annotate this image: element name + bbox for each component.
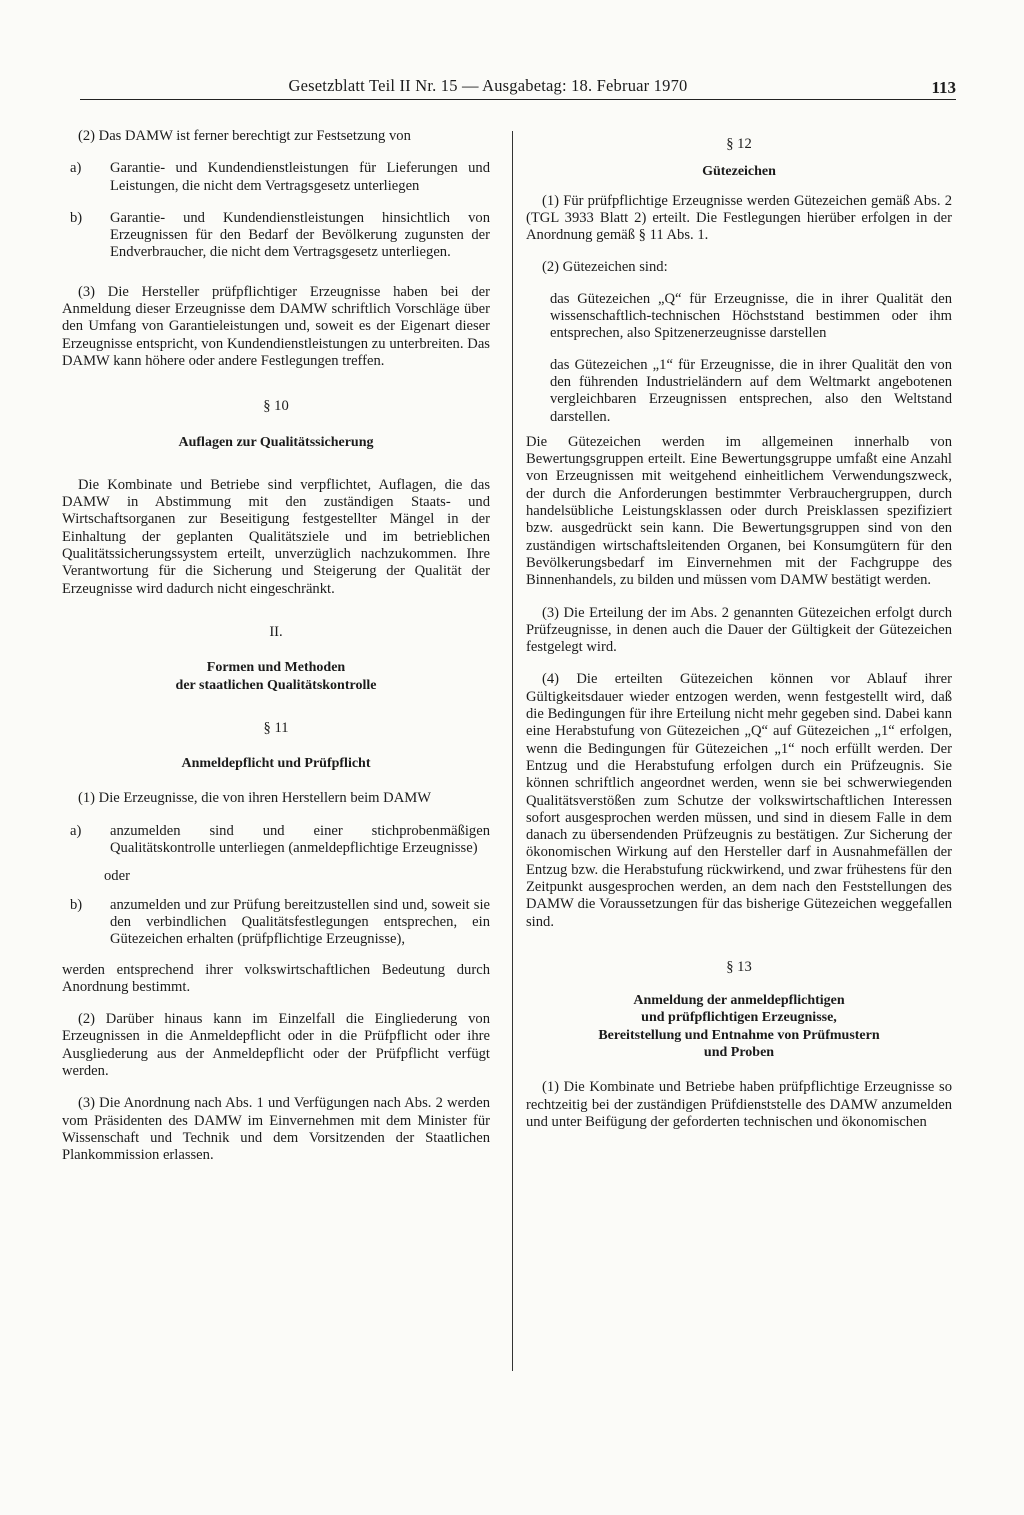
section-number: § 12 [726,136,752,152]
paragraph: werden entsprechend ihrer volkswirtschaftlichen Bedeutung durch Anordnung bestimmt. [62,961,490,995]
header-title: Gesetzblatt Teil II Nr. 15 — Ausgabetag: 18. Februar 1970 [288,76,688,95]
part-number: II. [269,623,283,640]
list-marker: b) [70,209,83,226]
paragraph: das Gütezeichen „Q“ für Erzeugnisse, die in ihrer Qualität den wissenschaftlich-technischen Höchststand bestimmen oder ihm entsprechen, also Spitzenerzeugnisse darstellen [550,290,952,342]
part-title: Formen und Methoden [206,660,346,676]
paragraph: (4) Die erteilten Gütezeichen können vor Ablauf ihrer Gültigkeitsdauer wieder entzogen werden, wenn festgestellt wird, daß die Bedingungen für ihre Erteilung nicht mehr gegeben sind. Dabei kann eine Herabstufung von Gütezeichen „Q“ auf Gütezeichen „1“ erfolgen, wenn die Bedingungen für Gütezeichen „1“ noch erfüllt werden. Der Entzug und die Herabstufung erfolgen durch ein Prüfzeugnis. Sie können schriftlich angeordnet werden, wenn sie bei schwerwiegenden Qualitätsverstößen zum Schutze der volkswirtschaftlichen Interessen sofort ausgesprochen werden müssen, und sind in diesem Falle in dem danach zu übersendenden Prüfzeugnis zu bestätigen. Zur Sicherung der ökonomischen Wirkung auf den Hersteller darf in Ausnahmefällen der Entzug bzw. die Herabstufung rückwirkend, und zwar frühestens für den Zeitpunkt ausgesprochen werden, an dem nach den Feststellungen des DAMW die Voraussetzungen für das bisherige Gütezeichen weggefallen sind. [526,671,952,930]
paragraph: (2) Gütezeichen sind: [542,259,668,276]
list-item [62,897,490,949]
list-item-text: anzumelden sind und einer stichprobenmäßigen Qualitätskontrolle unterliegen (anmeldepflichtige Erzeugnisse) [110,822,490,857]
section-title: und Proben [703,1045,775,1061]
list-marker: a) [70,822,82,839]
paragraph: (3) Die Anordnung nach Abs. 1 und Verfügungen nach Abs. 2 werden vom Präsidenten des DAMW im Einvernehmen mit dem Minister für Wissenschaft und Technik und dem Vorsitzenden der Staatlichen Plankommission erlassen. [62,1095,490,1164]
list-item-text: anzumelden und zur Prüfung bereitzustellen sind und, soweit sie den verbindlichen Qualitätsfestlegungen entsprechen, ein Gütezeichen erhalten (prüfpflichtige Erzeugnisse), [110,896,490,948]
paragraph: (1) Die Kombinate und Betriebe haben prüfpflichtige Erzeugnisse so rechtzeitig bei der zuständigen Prüfdienststelle des DAMW anzumelden und unter Beifügung der geforderten technischen und ökonomischen [526,1079,952,1130]
part-title: der staatlichen Qualitätskontrolle [175,677,377,693]
paragraph: (2) Das DAMW ist ferner berechtigt zur Festsetzung von [78,128,411,144]
paragraph: (3) Die Erteilung der im Abs. 2 genannten Gütezeichen erfolgt durch Prüfzeugnisse, in denen auch die Dauer der Gültigkeit der Gütezeichen festgelegt wird. [526,604,952,656]
list-item [62,160,490,195]
conjunction: oder [104,868,130,885]
list-item [62,210,490,262]
paragraph: Die Kombinate und Betriebe sind verpflichtet, Auflagen, die das DAMW in Abstimmung mit den zuständigen Staats- und Wirtschaftsorganen zur Beseitigung festgestellter Mängel in der Einhaltung der geplanten Qualitätsziele und im betrieblichen Qualitätssicherungssystem erteilt, unverzüglich nachzukommen. Ihre Verantwortung für die Sicherung und Steigerung der Qualität der Erzeugnisse wird dadurch nicht eingeschränkt. [62,476,490,597]
section-number: § 10 [263,398,289,415]
paragraph: (1) Für prüfpflichtige Erzeugnisse werden Gütezeichen gemäß Abs. 2 (TGL 3933 Blatt 2) erteilt. Die Festlegungen hierüber erfolgen in der Anordnung gemäß § 11 Abs. 1. [526,192,952,244]
section-number: § 11 [263,719,289,736]
section-title: Anmeldung der anmeldepflichtigen [633,993,845,1009]
section-number: § 13 [726,958,752,975]
list-item [62,823,490,858]
left-column [62,128,490,1164]
paragraph: das Gütezeichen „1“ für Erzeugnisse, die in ihrer Qualität den von den führenden Industrieländern auf dem Weltmarkt angebotenen vergleichbaren Erzeugnissen entsprechen, also den Weltstand darstellen. [550,356,952,425]
section-title: Gütezeichen [702,164,776,180]
header-rule [80,99,956,100]
section-title: Auflagen zur Qualitätssicherung [178,434,374,450]
section-title: Anmeldepflicht und Prüfpflicht [181,756,371,772]
list-item-text: Garantie- und Kundendienstleistungen hinsichtlich von Erzeugnissen für den Bedarf der Bevölkerung zugunsten der Endverbraucher, die nicht dem Vertragsgesetz unterliegen. [110,209,490,261]
list-item-text: Garantie- und Kundendienstleistungen für Lieferungen und Leistungen, die nicht dem Vertragsgesetz unterliegen [110,160,490,194]
paragraph: (1) Die Erzeugnisse, die von ihren Herstellern beim DAMW [78,790,431,807]
right-column [526,128,952,1131]
page-number: 113 [931,78,956,97]
column-divider [512,131,513,1371]
list-marker: a) [70,160,82,177]
section-title: und prüfpflichtigen Erzeugnisse, [641,1010,837,1026]
page-header [80,76,956,98]
section-title: Bereitstellung und Entnahme von Prüfmustern [598,1027,880,1043]
paragraph: (3) Die Hersteller prüfpflichtiger Erzeugnisse haben bei der Anmeldung dieser Erzeugnisse dem DAMW schriftlich Vorschläge über den Umfang von Garantieleistungen und, soweit es der Eigenart dieser Erzeugnisse entspricht, von Kundendienstleistungen zu unterbreiten. Das DAMW kann höhere oder andere Festlegungen treffen. [62,283,490,369]
list-marker: b) [70,896,83,913]
paragraph: Die Gütezeichen werden im allgemeinen innerhalb von Bewertungsgruppen erteilt. Eine Bewertungsgruppe umfaßt eine Anzahl von Erzeugnissen mit weitgehend einheitlichem Verwendungszweck, der durch die Anforderungen bestimmter Verbrauchergruppen, durch handelsübliche Leistungsklassen oder durch Preisklassen spezifiziert bzw. ausgedrückt sein kann. Die Bewertungsgruppen sind von den zuständigen wirtschaftsleitenden Organen, bei Konsumgütern für den Bevölkerungsbedarf im Einvernehmen mit der Fachgruppe des Binnenhandels, zu bilden und müssen vom DAMW bestätigt werden. [526,433,952,589]
paragraph: (2) Darüber hinaus kann im Einzelfall die Eingliederung von Erzeugnissen in die Anmeldepflicht oder in die Prüfpflicht oder ihre Ausgliederung aus der Anmeldepflicht oder der Prüfpflicht verfügt werden. [62,1011,490,1079]
